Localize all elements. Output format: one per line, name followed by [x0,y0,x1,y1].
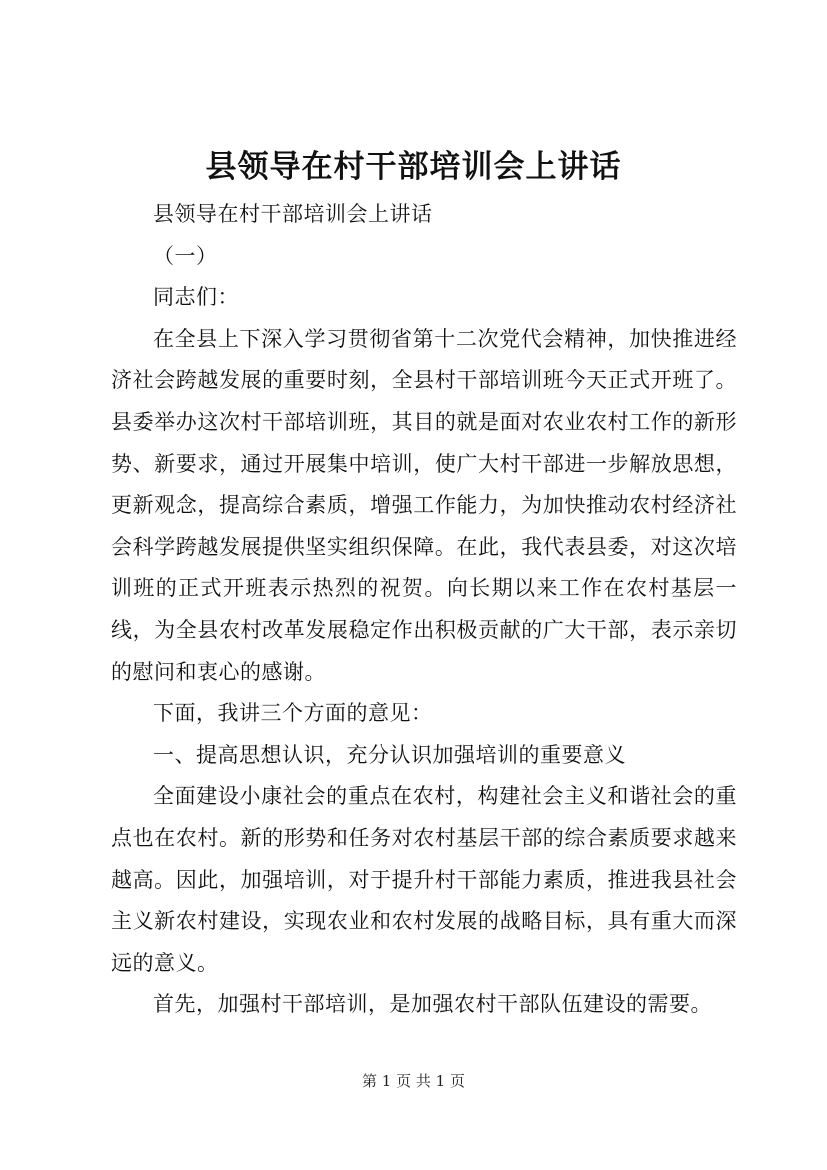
paragraph-heading-one: 一、提高思想认识，充分认识加强培训的重要意义 [153,742,626,767]
document-body [111,194,737,1026]
paragraph-first-point: 首先，加强村干部培训，是加强农村干部队伍建设的需要。 [153,992,712,1017]
document-title: 县领导在村干部培训会上讲话 [205,149,622,185]
paragraph-subtitle: 县领导在村干部培训会上讲话 [153,202,433,226]
paragraph-significance: 全面建设小康社会的重点在农村，构建社会主义和谐社会的重点也在农村。新的形势和任务对农村基层干部的综合素质要求越来越高。因此，加强培训，对于提升村干部能力素质，推进我县社会主义新农村建设，实现农业和农村发展的战略目标，具有重大而深远的意义。 [111,784,737,975]
paragraph-salutation: 同志们： [153,285,239,310]
paragraph-section-number: （一） [153,243,218,268]
paragraph-opening: 在全县上下深入学习贯彻省第十二次党代会精神，加快推进经济社会跨越发展的重要时刻，全县村干部培训班今天正式开班了。县委举办这次村干部培训班，其目的就是面对农业农村工作的新形势、新要求，通过开展集中培训，使广大村干部进一步解放思想，更新观念，提高综合素质，增强工作能力，为加快推动农村经济社会科学跨越发展提供坚实组织保障。在此，我代表县委，对这次培训班的正式开班表示热烈的祝贺。向长期以来工作在农村基层一线，为全县农村改革发展稳定作出积极贡献的广大干部，表示亲切的慰问和衷心的感谢。 [111,326,737,684]
page-footer: 第 1 页 共 1 页 [362,1072,465,1090]
paragraph-outline-intro: 下面，我讲三个方面的意见： [153,701,433,726]
